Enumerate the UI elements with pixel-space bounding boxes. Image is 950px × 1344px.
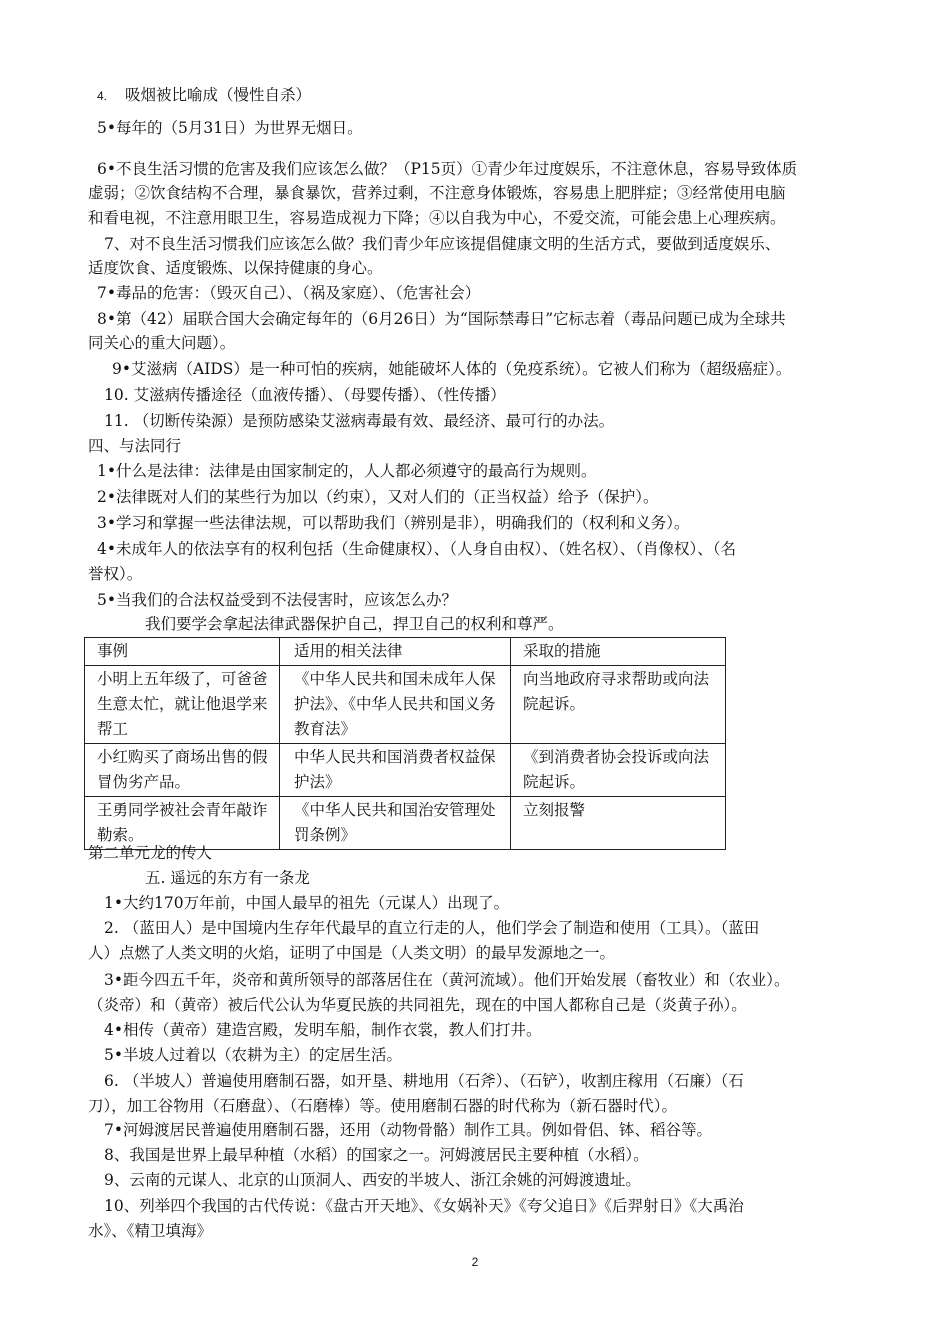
- item-7-line-2: 适度饮食、适度锻炼、以保持健康的身心。: [88, 259, 383, 277]
- item-6-line-3: 和看电视，不注意用眼卫生，容易造成视力下降；④以自我为中心，不爱交流，可能会患上心理疾病。: [88, 209, 786, 227]
- dragon-item-6-line-2: 刀），加工谷物用（石磨盘）、（石磨棒）等。使用磨制石器的时代称为（新石器时代）。: [88, 1097, 678, 1115]
- item-6-line-1: 6•不良生活习惯的危害及我们应该怎么做？（P15页）①青少年过度娱乐，不注意休息，容易导致体质: [97, 160, 798, 178]
- table-cell: 中华人民共和国消费者权益保护法》: [280, 744, 511, 797]
- dragon-item-10-line-2: 水》、《精卫填海》: [88, 1222, 213, 1240]
- unit-heading: 第二单元龙的传人: [88, 844, 213, 862]
- dragon-item-9: 9、云南的元谋人、北京的山顶洞人、西安的半坡人、浙江余姚的河姆渡遗址。: [104, 1171, 641, 1189]
- table-cell: 王勇同学被社会青年敲诈勒索。: [85, 797, 280, 850]
- section-heading-4: 四、与法同行: [88, 437, 182, 455]
- dragon-item-6-line-1: 6. （半坡人）普遍使用磨制石器，如开垦、耕地用（石斧）、（石铲），收割庄稼用（石廉）（石: [104, 1072, 744, 1090]
- item-9: 9•艾滋病（AIDS）是一种可怕的疾病，她能破坏人体的（免疫系统）。它被人们称为（超级癌症）。: [112, 360, 792, 378]
- dragon-item-10-line-1: 10、列举四个我国的古代传说：《盘古开天地》、《女娲补天》《夸父追日》《后羿射日》《大禹治: [104, 1197, 744, 1215]
- table-row: [85, 666, 726, 744]
- item-11: 11. （切断传染源）是预防感染艾滋病毒最有效、最经济、最可行的办法。: [104, 412, 615, 430]
- item-7-line-1: 7、对不良生活习惯我们应该怎么做？我们青少年应该提倡健康文明的生活方式，要做到适度娱乐、: [104, 235, 781, 253]
- table-row: [85, 744, 726, 797]
- section-heading-5: 五. 遥远的东方有一条龙: [145, 869, 310, 887]
- item-7-drugs: 7•毒品的危害：（毁灭自己）、（祸及家庭）、（危害社会）: [97, 284, 481, 302]
- dragon-item-5: 5•半坡人过着以（农耕为主）的定居生活。: [104, 1046, 403, 1064]
- table-cell: 《中华人民共和国未成年人保护法》、《中华人民共和国义务教育法》: [280, 666, 511, 744]
- dragon-item-2-line-2: 人）点燃了人类文明的火焰，证明了中国是（人类文明）的最早发源地之一。: [88, 944, 616, 962]
- dragon-item-4: 4•相传（黄帝）建造宫殿，发明车船，制作衣裳，教人们打井。: [104, 1021, 542, 1039]
- table-cell: 小明上五年级了，可爸爸生意太忙，就让他退学来帮工: [85, 666, 280, 744]
- law-table: [84, 637, 726, 850]
- law-item-3: 3•学习和掌握一些法律法规，可以帮助我们（辨别是非），明确我们的（权利和义务）。: [97, 514, 690, 532]
- item-4-number: 4.: [97, 89, 108, 103]
- table-cell: 《中华人民共和国治安管理处罚条例》: [280, 797, 511, 850]
- dragon-item-8: 8、我国是世界上最早种植（水稻）的国家之一。河姆渡居民主要种植（水稻）。: [104, 1146, 649, 1164]
- dragon-item-1: 1•大约170万年前，中国人最早的祖先（元谋人）出现了。: [104, 894, 510, 912]
- table-cell: 向当地政府寻求帮助或向法院起诉。: [511, 666, 726, 744]
- dragon-item-3-line-1: 3•距今四五千年，炎帝和黄所领导的部落居住在（黄河流域）。他们开始发展（畜牧业）和（农业）。: [104, 971, 790, 989]
- item-4: [97, 83, 311, 108]
- item-4-text: 吸烟被比喻成（慢性自杀）: [125, 86, 312, 104]
- table-header-cell: 采取的措施: [511, 638, 726, 666]
- item-8-line-2: 同关心的重大问题）。: [88, 334, 236, 352]
- dragon-item-3-line-2: （炎帝）和（黄帝）被后代公认为华夏民族的共同祖先，现在的中国人都称自己是（炎黄子孙）。: [88, 996, 747, 1014]
- item-5: 5•每年的（5月31日）为世界无烟日。: [97, 119, 363, 137]
- item-6-line-2: 虚弱；②饮食结构不合理，暴食暴饮，营养过剩，不注意身体锻炼，容易患上肥胖症；③经常使用电脑: [88, 184, 786, 202]
- table-cell: 《到消费者协会投诉或向法院起诉。: [511, 744, 726, 797]
- law-item-4-line-2: 誉权）。: [88, 565, 143, 583]
- law-item-4-line-1: 4•未成年人的依法享有的权利包括（生命健康权）、（人身自由权）、（姓名权）、（肖像权）、（名: [97, 540, 737, 558]
- item-10: 10. 艾滋病传播途径（血液传播）、（母婴传播）、（性传播）: [104, 386, 506, 404]
- page-number: 2: [471, 1255, 479, 1269]
- table-header-cell: 事例: [85, 638, 280, 666]
- law-item-1: 1•什么是法律：法律是由国家制定的，人人都必须遵守的最高行为规则。: [97, 462, 597, 480]
- dragon-item-7: 7•河姆渡居民普遍使用磨制石器，还用（动物骨骼）制作工具。例如骨侣、钵、稻谷等。: [104, 1121, 713, 1139]
- law-item-5-answer: 我们要学会拿起法律武器保护自己，捍卫自己的权利和尊严。: [145, 615, 564, 633]
- table-cell: 立刻报警: [511, 797, 726, 850]
- table-cell: 小红购买了商场出售的假冒伪劣产品。: [85, 744, 280, 797]
- law-item-2: 2•法律既对人们的某些行为加以（约束），又对人们的（正当权益）给予（保护）。: [97, 488, 659, 506]
- table-header-row: [85, 638, 726, 666]
- dragon-item-2-line-1: 2. （蓝田人）是中国境内生存年代最早的直立行走的人，他们学会了制造和使用（工具）。（蓝田: [104, 919, 760, 937]
- law-item-5: 5•当我们的合法权益受到不法侵害时，应该怎么办？: [97, 591, 458, 609]
- table-header-cell: 适用的相关法律: [280, 638, 511, 666]
- item-8-line-1: 8•第（42）届联合国大会确定每年的（6月26日）为“国际禁毒日”它标志着（毒品问题已成为全球共: [97, 310, 786, 328]
